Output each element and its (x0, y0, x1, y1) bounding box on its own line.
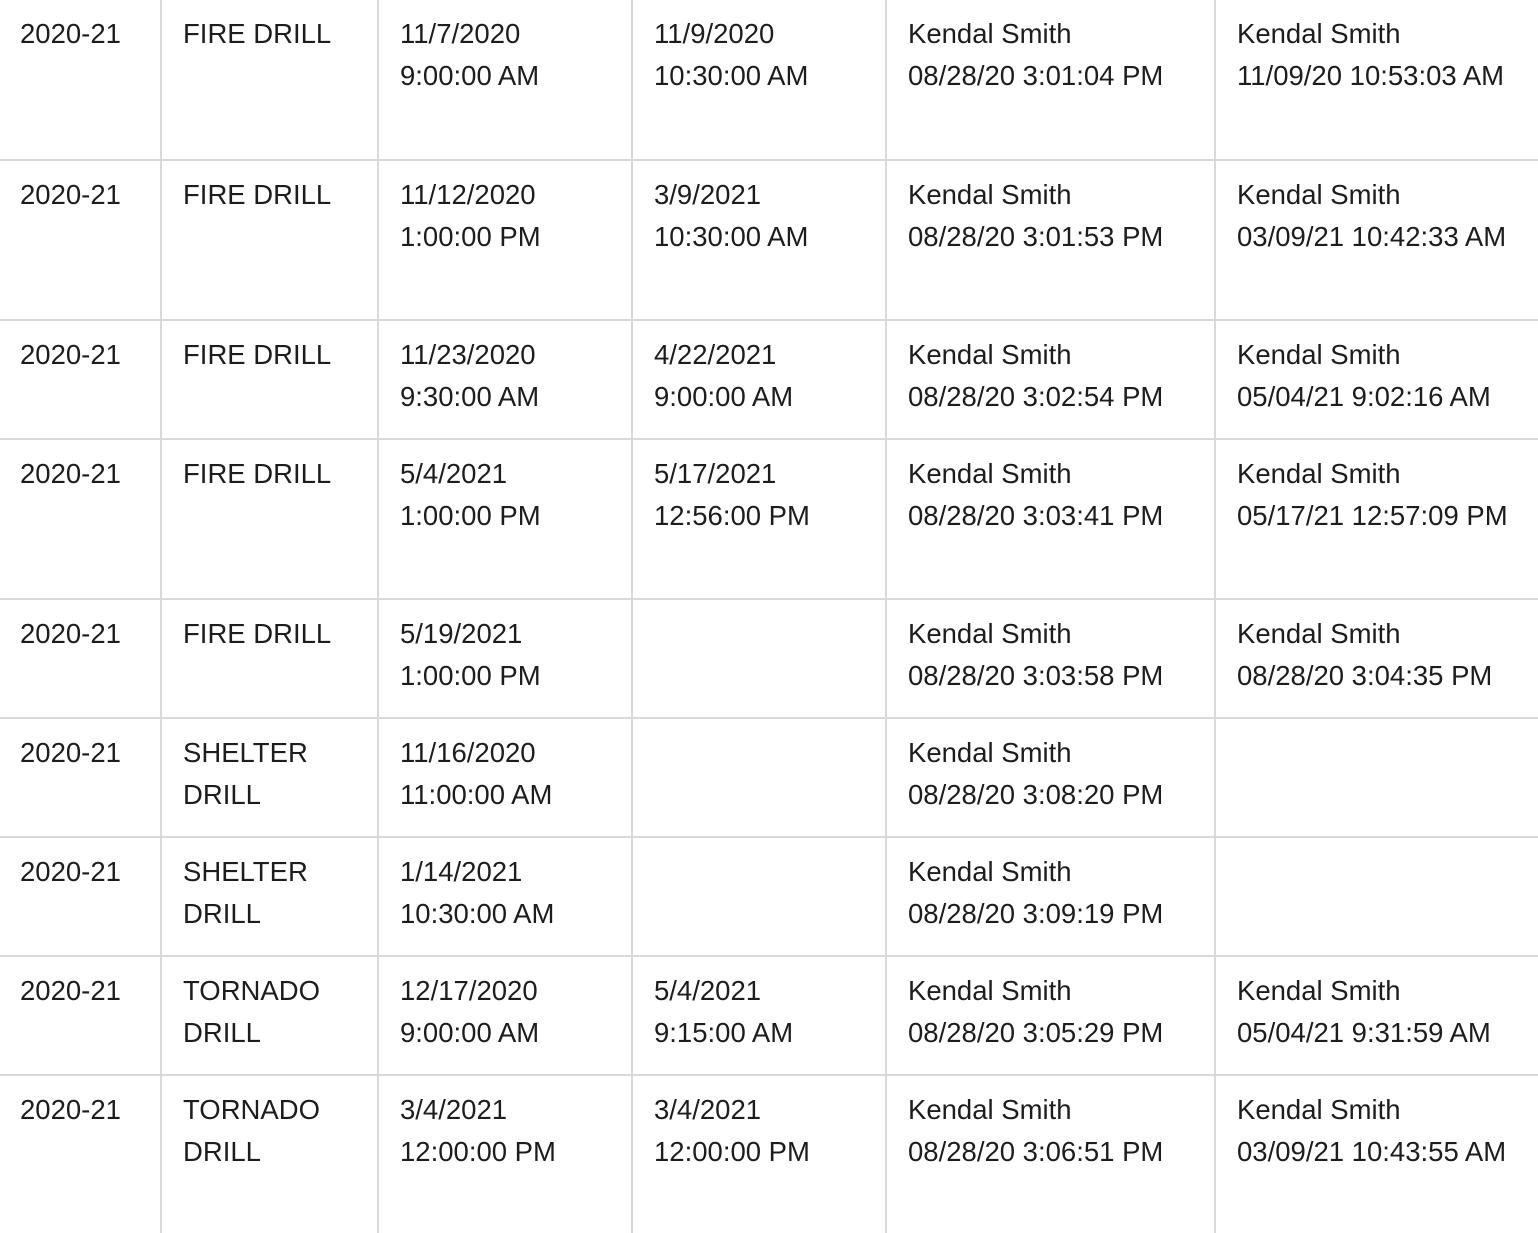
created-cell (886, 956, 1215, 1075)
scheduled-cell (378, 837, 632, 956)
drill-type-cell: SHELTER DRILL (161, 718, 378, 837)
table-row (0, 439, 1538, 599)
scheduled-date: 5/4/2021 (400, 458, 508, 489)
scheduled-time: 9:00:00 AM (400, 59, 540, 91)
updated-cell (1215, 1075, 1538, 1233)
created-by: Kendal Smith (908, 618, 1072, 649)
scheduled-date: 3/4/2021 (400, 1094, 508, 1125)
completed-time: 9:00:00 AM (654, 380, 794, 412)
completed-time: 12:56:00 PM (654, 499, 810, 531)
table-row (0, 837, 1538, 956)
scheduled-time: 9:30:00 AM (400, 380, 540, 412)
school-year-cell: 2020-21 (0, 320, 161, 439)
scheduled-cell (378, 1075, 632, 1233)
created-at: 08/28/20 3:01:53 PM (908, 220, 1164, 252)
created-by: Kendal Smith (908, 737, 1072, 768)
updated-by: Kendal Smith (1237, 618, 1401, 649)
school-year-cell: 2020-21 (0, 718, 161, 837)
created-by: Kendal Smith (908, 339, 1072, 370)
school-year-cell: 2020-21 (20, 1094, 121, 1125)
updated-by: Kendal Smith (1237, 458, 1401, 489)
created-by: Kendal Smith (908, 458, 1072, 489)
completed-time: 9:15:00 AM (654, 1016, 794, 1048)
updated-by: Kendal Smith (1237, 18, 1401, 49)
created-at: 08/28/20 3:06:51 PM (908, 1135, 1164, 1167)
created-at: 08/28/20 3:02:54 PM (908, 380, 1164, 412)
created-cell (886, 599, 1215, 718)
scheduled-cell (378, 160, 632, 320)
created-cell (886, 160, 1215, 320)
created-cell (886, 0, 1215, 160)
scheduled-cell (378, 320, 632, 439)
completed-cell (632, 0, 886, 160)
table-row (0, 320, 1538, 439)
table-row (0, 1075, 1538, 1233)
created-cell (886, 837, 1215, 956)
scheduled-date: 12/17/2020 (400, 975, 538, 1006)
completed-cell (632, 439, 886, 599)
updated-at: 05/04/21 9:31:59 AM (1237, 1016, 1491, 1048)
completed-cell (632, 1075, 886, 1233)
created-at: 08/28/20 3:09:19 PM (908, 897, 1164, 929)
completed-cell (632, 718, 886, 837)
table-row (0, 718, 1538, 837)
created-cell (886, 718, 1215, 837)
updated-cell (1215, 718, 1538, 837)
table-row (0, 956, 1538, 1075)
completed-date: 5/4/2021 (654, 975, 762, 1006)
completed-date: 11/9/2020 (654, 18, 775, 49)
drill-type-cell: FIRE DRILL (161, 0, 378, 160)
school-year-cell: 2020-21 (0, 439, 161, 599)
scheduled-cell (378, 0, 632, 160)
scheduled-cell (378, 599, 632, 718)
scheduled-time: 1:00:00 PM (400, 499, 541, 531)
completed-date: 3/4/2021 (654, 1094, 762, 1125)
completed-cell (632, 320, 886, 439)
created-at: 08/28/20 3:03:41 PM (908, 499, 1164, 531)
scheduled-date: 5/19/2021 (400, 618, 523, 649)
completed-time: 12:00:00 PM (654, 1135, 810, 1167)
updated-cell (1215, 599, 1538, 718)
created-at: 08/28/20 3:01:04 PM (908, 59, 1164, 91)
scheduled-date: 11/16/2020 (400, 737, 536, 768)
updated-cell (1215, 837, 1538, 956)
completed-date: 3/9/2021 (654, 179, 762, 210)
updated-cell (1215, 956, 1538, 1075)
school-year-cell: 2020-21 (0, 160, 161, 320)
created-by: Kendal Smith (908, 179, 1072, 210)
scheduled-cell (378, 439, 632, 599)
school-year-cell: 2020-21 (0, 0, 161, 160)
updated-by: Kendal Smith (1237, 975, 1401, 1006)
updated-at: 03/09/21 10:42:33 AM (1237, 220, 1507, 252)
updated-cell (1215, 439, 1538, 599)
created-at: 08/28/20 3:05:29 PM (908, 1016, 1164, 1048)
scheduled-time: 12:00:00 PM (400, 1135, 556, 1167)
scheduled-time: 10:30:00 AM (400, 897, 555, 929)
updated-by: Kendal Smith (1237, 339, 1401, 370)
scheduled-time: 9:00:00 AM (400, 1016, 540, 1048)
drill-type-cell: SHELTER DRILL (161, 837, 378, 956)
completed-cell (632, 160, 886, 320)
drill-type-cell: FIRE DRILL (161, 439, 378, 599)
updated-at: 05/04/21 9:02:16 AM (1237, 380, 1491, 412)
scheduled-time: 1:00:00 PM (400, 220, 541, 252)
table-row (0, 160, 1538, 320)
scheduled-date: 11/7/2020 (400, 18, 521, 49)
table-row (0, 599, 1538, 718)
drill-type-cell: FIRE DRILL (161, 160, 378, 320)
created-by: Kendal Smith (908, 975, 1072, 1006)
created-cell (886, 320, 1215, 439)
created-by: Kendal Smith (908, 18, 1072, 49)
completed-cell (632, 599, 886, 718)
scheduled-cell (378, 956, 632, 1075)
school-year-cell: 2020-21 (0, 837, 161, 956)
created-by: Kendal Smith (908, 1094, 1072, 1125)
completed-time: 10:30:00 AM (654, 59, 809, 91)
scheduled-time: 1:00:00 PM (400, 659, 541, 691)
completed-cell (632, 837, 886, 956)
completed-date: 5/17/2021 (654, 458, 777, 489)
scheduled-cell (378, 718, 632, 837)
scheduled-date: 11/23/2020 (400, 339, 536, 370)
scheduled-date: 1/14/2021 (400, 856, 523, 887)
updated-cell (1215, 0, 1538, 160)
drill-type-cell: TORNADO DRILL (161, 1075, 378, 1233)
updated-cell (1215, 160, 1538, 320)
updated-at: 03/09/21 10:43:55 AM (1237, 1135, 1507, 1167)
created-cell (886, 439, 1215, 599)
created-cell (886, 1075, 1215, 1233)
drill-type-cell: FIRE DRILL (161, 320, 378, 439)
updated-at: 08/28/20 3:04:35 PM (1237, 659, 1493, 691)
created-by: Kendal Smith (908, 856, 1072, 887)
updated-at: 11/09/20 10:53:03 AM (1237, 59, 1505, 91)
updated-at: 05/17/21 12:57:09 PM (1237, 499, 1508, 531)
table-row (0, 0, 1538, 160)
completed-cell (632, 956, 886, 1075)
updated-by: Kendal Smith (1237, 1094, 1401, 1125)
completed-time: 10:30:00 AM (654, 220, 809, 252)
drill-type-cell: FIRE DRILL (161, 599, 378, 718)
created-at: 08/28/20 3:03:58 PM (908, 659, 1164, 691)
completed-date: 4/22/2021 (654, 339, 777, 370)
updated-cell (1215, 320, 1538, 439)
school-year-cell: 2020-21 (0, 956, 161, 1075)
school-year-cell: 2020-21 (0, 599, 161, 718)
updated-by: Kendal Smith (1237, 179, 1401, 210)
created-at: 08/28/20 3:08:20 PM (908, 778, 1164, 810)
scheduled-date: 11/12/2020 (400, 179, 536, 210)
drill-type-cell: TORNADO DRILL (161, 956, 378, 1075)
scheduled-time: 11:00:00 AM (400, 778, 553, 810)
